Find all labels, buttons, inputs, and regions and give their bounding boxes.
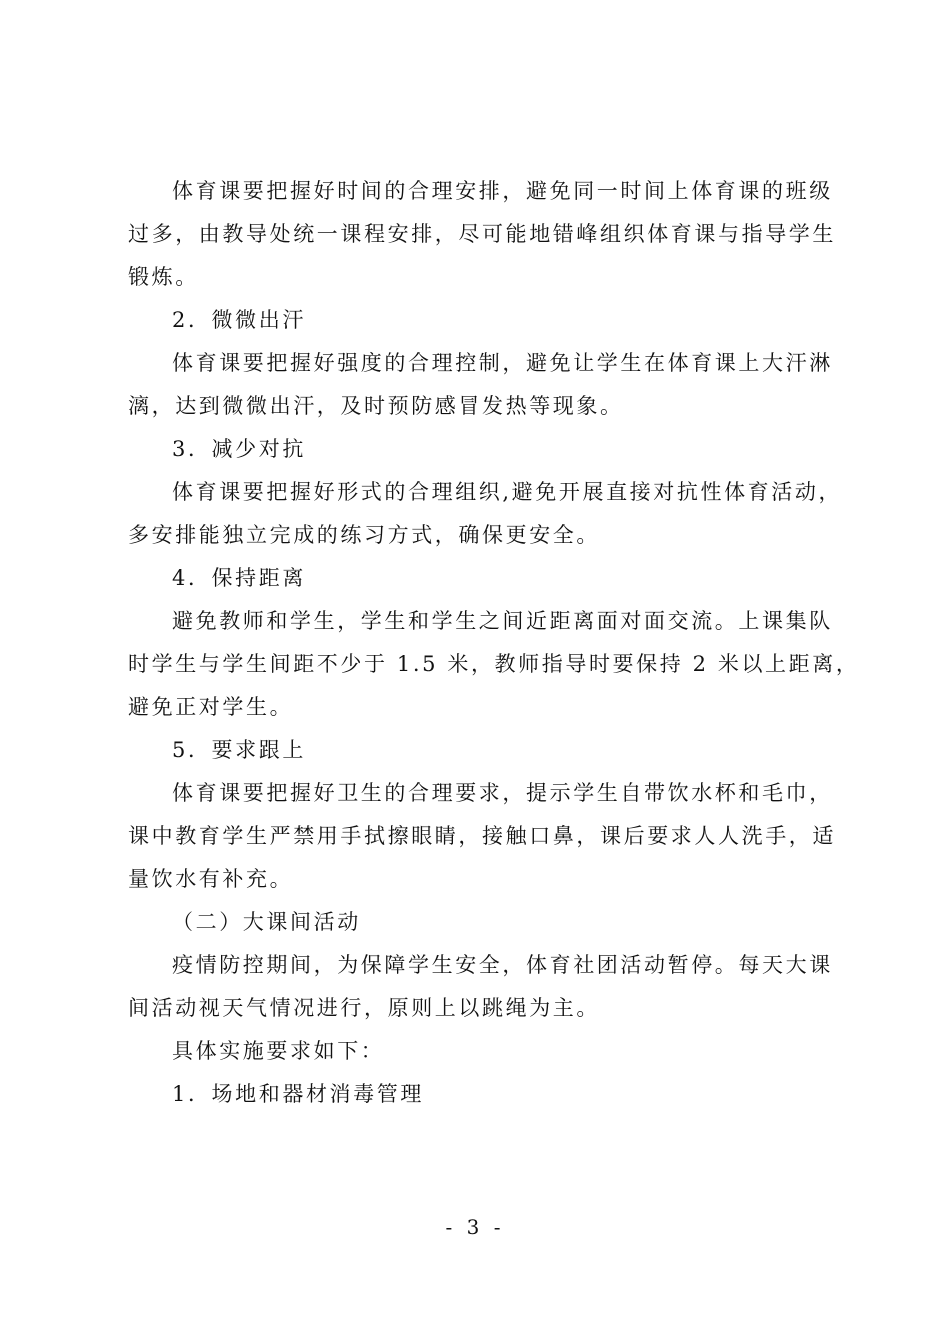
section-heading: （二）大课间活动 (172, 910, 361, 934)
paragraph-line: 多安排能独立完成的练习方式，确保更安全。 (128, 523, 600, 547)
section-heading: 3．减少对抗 (172, 437, 306, 461)
paragraph-line: 体育课要把握好时间的合理安排，避免同一时间上体育课的班级 (172, 179, 833, 203)
paragraph-line: 体育课要把握好形式的合理组织,避免开展直接对抗性体育活动， (172, 480, 843, 504)
paragraph-line: 过多，由教导处统一课程安排，尽可能地错峰组织体育课与指导学生 (128, 222, 836, 246)
section-heading: 4．保持距离 (172, 566, 306, 590)
paragraph-line: 避免正对学生。 (128, 695, 294, 719)
paragraph-line: 间活动视天气情况进行，原则上以跳绳为主。 (128, 996, 600, 1020)
paragraph-line: 具体实施要求如下： (172, 1039, 385, 1063)
paragraph-line: 疫情防控期间，为保障学生安全，体育社团活动暂停。每天大课 (172, 953, 833, 977)
paragraph-line: 时学生与学生间距不少于 1.5 米，教师指导时要保持 2 米以上距离， (128, 652, 860, 676)
paragraph-line: 量饮水有补充。 (128, 867, 294, 891)
paragraph-line: 体育课要把握好强度的合理控制，避免让学生在体育课上大汗淋 (172, 351, 833, 375)
section-heading: 5．要求跟上 (172, 738, 306, 762)
paragraph-line: 体育课要把握好卫生的合理要求，提示学生自带饮水杯和毛巾， (172, 781, 833, 805)
section-heading: 1．场地和器材消毒管理 (172, 1082, 424, 1106)
paragraph-line: 避免教师和学生，学生和学生之间近距离面对面交流。上课集队 (172, 609, 833, 633)
paragraph-line: 课中教育学生严禁用手拭擦眼睛，接触口鼻，课后要求人人洗手，适 (128, 824, 836, 848)
paragraph-line: 锻炼。 (128, 265, 199, 289)
section-heading: 2．微微出汗 (172, 308, 306, 332)
paragraph-line: 漓，达到微微出汗，及时预防感冒发热等现象。 (128, 394, 624, 418)
page-number: - 3 - (445, 1215, 505, 1239)
